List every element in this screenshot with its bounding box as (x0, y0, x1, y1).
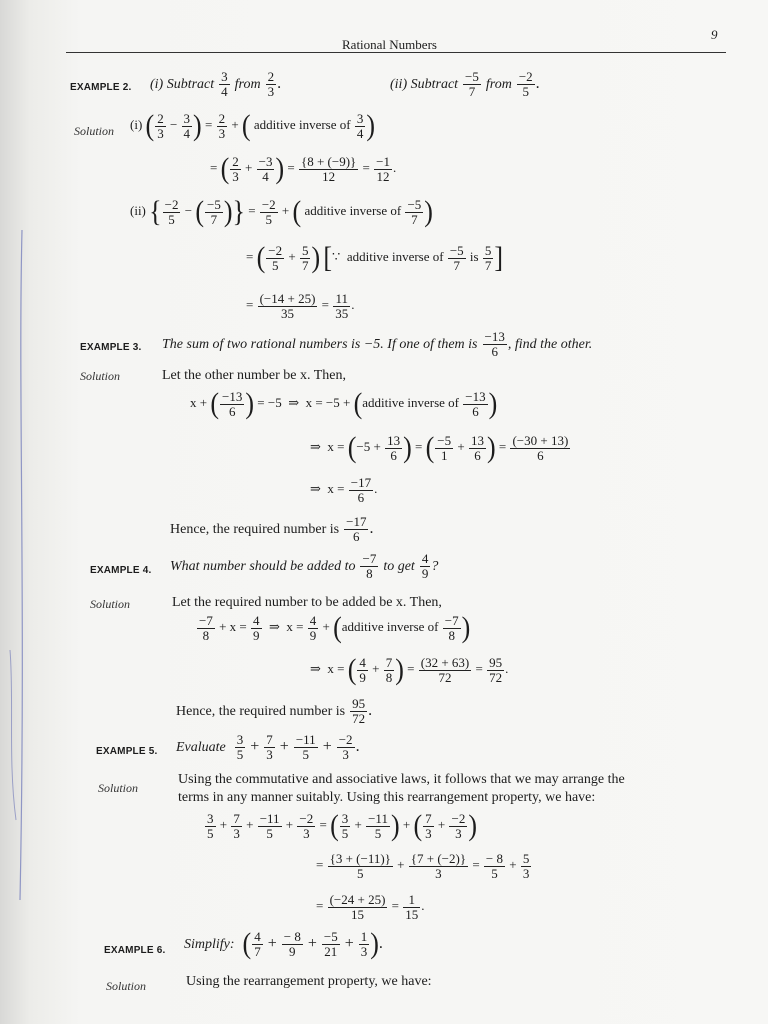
page-binding-shadow (0, 0, 40, 1024)
example-4-solution-label: Solution (90, 597, 131, 611)
example-2-solution-label: Solution (74, 124, 115, 138)
example-6-label: EXAMPLE 6. (104, 945, 166, 956)
ex2-sol-ii-line2: = ( $\frac{-2}{5}$ + $\frac{5}{7}$ ) [∵ additive inverse of $\frac{-5}{7}$ is $\frac{5}{7}$ ] (246, 240, 504, 275)
example-3-question: The sum of two rational numbers is −5. If one of them is $\frac{-13}{6}$ , find the other. (162, 329, 593, 359)
ex4-conclusion: Hence, the required number is $\frac{95}{72}$ . (176, 696, 373, 726)
ex5-sol-line2: terms in any manner suitably. Using this rearrangement property, we have: (178, 790, 596, 805)
example-5-label: EXAMPLE 5. (96, 746, 158, 757)
ex4-sol-line2: $\frac{-7}{8}$ + x = $\frac{4}{9}$ ⇒ x = $\frac{4}{9}$ + (additive inverse of $\frac{-7}{8}$ ) (199, 610, 471, 645)
example-6-solution-label: Solution (106, 979, 147, 993)
page-number: 9 (711, 27, 718, 42)
ex5-sol-line4: = $\frac{\{3 + (-11)\}}{5}$ + $\frac{\{7 + (-2)\}}{3}$ = $\frac{- 8}{5}$ + $\frac{5}{3}$ (316, 851, 530, 881)
ex5-sol-line1: Using the commutative and associative laws, it follows that we may arrange the (178, 772, 625, 787)
example-2-question-i: (i) Subtract $\frac{3}{4}$ from $\frac{2}{3}$ . (150, 69, 282, 99)
ex3-sol-line2: x + ( $\frac{-13}{6}$ ) = −5 ⇒ x = −5 + (additive inverse of $\frac{-13}{6}$ ) (190, 386, 498, 421)
ex2-sol-ii-line3: = $\frac{(-14 + 25)}{35}$ = $\frac{11}{35}$ . (246, 291, 355, 321)
example-6-question: Simplify: ( $\frac{4}{7}$ + $\frac{- 8}{9}$ + $\frac{-5}{21}$ + $\frac{1}{3}$ ). (184, 926, 383, 961)
ex4-sol-line3: ⇒ x = ( $\frac{4}{9}$ + $\frac{7}{8}$ ) = $\frac{(32 + 63)}{72}$ = $\frac{95}{72}$ . (310, 652, 509, 687)
ex5-sol-line5: = $\frac{(-24 + 25)}{15}$ = $\frac{1}{15}$ . (316, 892, 425, 922)
ex2-sol-ii-line1: (ii) { $\frac{-2}{5}$ − ( $\frac{-5}{7}$ )} = $\frac{-2}{5}$ + ( additive inverse of $\frac{-5}{7}$ ) (130, 194, 433, 229)
example-2-question-ii: (ii) Subtract $\frac{-5}{7}$ from $\frac{-2}{5}$ . (390, 69, 540, 99)
ex3-sol-line3: ⇒ x = (−5 + $\frac{13}{6}$ ) = ( $\frac{-5}{1}$ + $\frac{13}{6}$ ) = $\frac{(-30 + 13)}{6}$ (310, 430, 569, 465)
ex2-sol-i-line2: = ( $\frac{2}{3}$ + $\frac{-3}{4}$ ) = $\frac{\{8 + (-9)\}}{12}$ = $\frac{-1}{12}$ . (210, 151, 397, 186)
example-5-question: Evaluate $\frac{3}{5}$ + $\frac{7}{3}$ + $\frac{-11}{5}$ + $\frac{-2}{3}$ . (176, 732, 360, 762)
ex6-sol-line1: Using the rearrangement property, we have: (186, 974, 432, 989)
header-rule (66, 52, 726, 53)
ex2-sol-i-line1: (i) ( $\frac{2}{3}$ − $\frac{3}{4}$ ) = $\frac{2}{3}$ + ( additive inverse of $\frac{3}{4}$ ) (130, 108, 375, 143)
example-5-solution-label: Solution (98, 781, 139, 795)
ex3-conclusion: Hence, the required number is $\frac{-17}{6}$ . (170, 514, 374, 544)
ex5-sol-line3: $\frac{3}{5}$ + $\frac{7}{3}$ + $\frac{-11}{5}$ + $\frac{-2}{3}$ = ( $\frac{3}{5}$ + $\frac{-11}{5}$ ) + ( $\frac{7}{3}$ + $\frac{-2}{3}$ ) (207, 808, 477, 843)
ex4-sol-line1: Let the required number to be added be x. Then, (172, 595, 442, 610)
example-4-label: EXAMPLE 4. (90, 565, 152, 576)
example-3-label: EXAMPLE 3. (80, 342, 142, 353)
example-2-label: EXAMPLE 2. (70, 82, 132, 93)
ex3-sol-line4: ⇒ x = $\frac{-17}{6}$ . (310, 475, 378, 505)
example-4-question: What number should be added to $\frac{-7}{8}$ to get $\frac{4}{9}$ ? (170, 551, 439, 581)
ex3-sol-line1: Let the other number be x. Then, (162, 368, 347, 383)
running-header: Rational Numbers (342, 37, 437, 52)
example-3-solution-label: Solution (80, 369, 121, 383)
